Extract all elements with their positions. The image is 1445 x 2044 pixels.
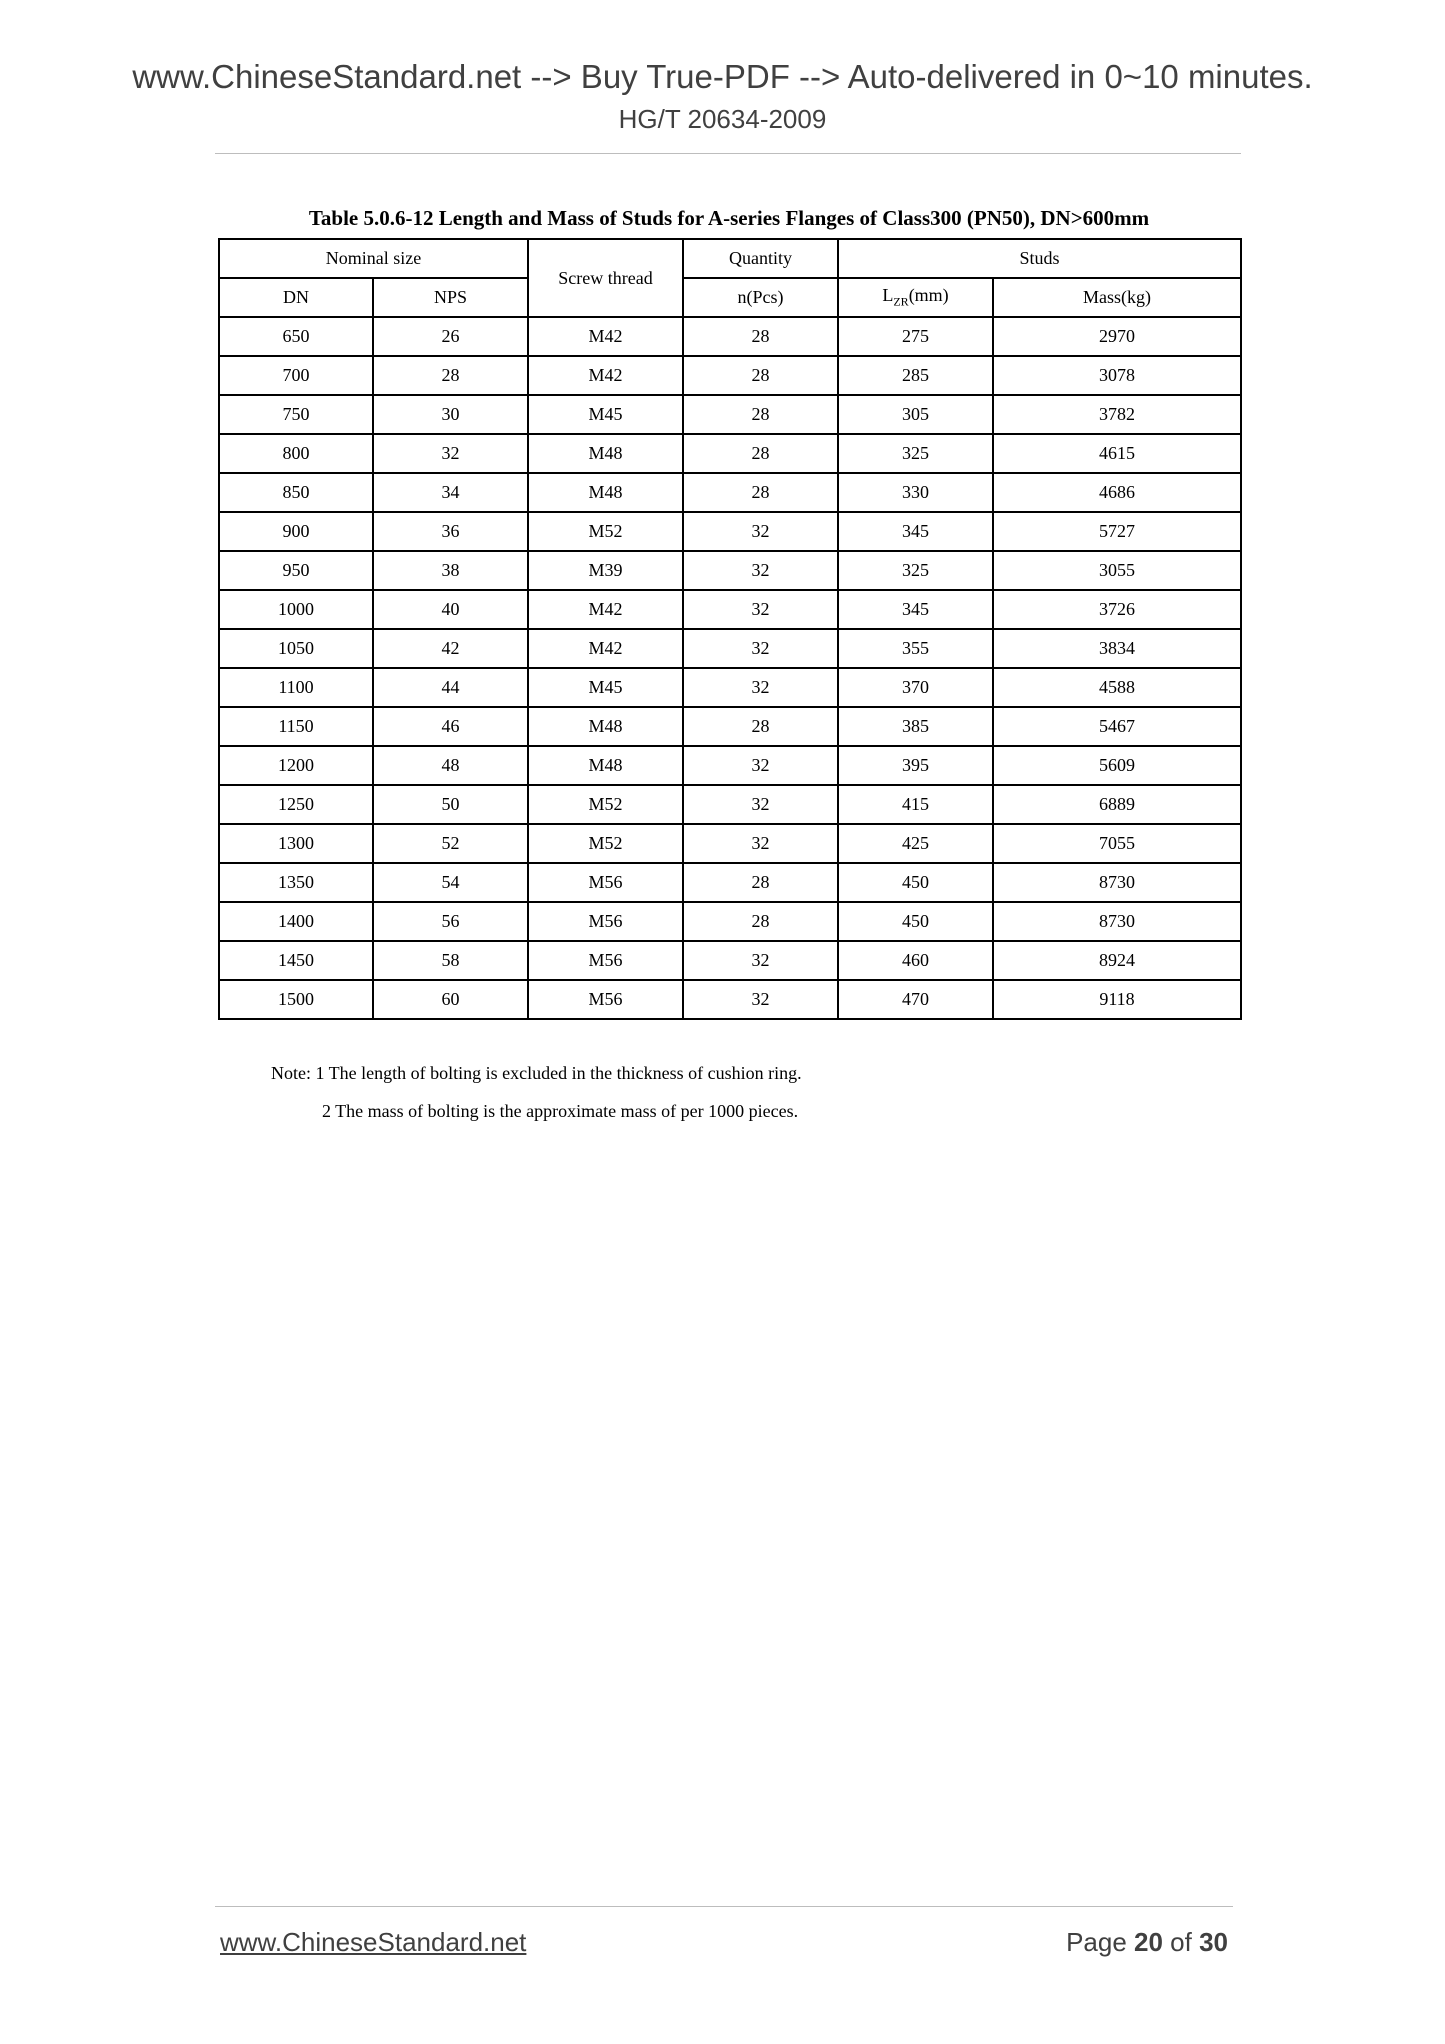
cell-lzr: 385 [838,707,993,746]
cell-nps: 46 [373,707,528,746]
header-quantity: Quantity [683,239,838,278]
cell-qty: 32 [683,551,838,590]
table-row [219,902,1241,941]
cell-qty: 28 [683,707,838,746]
cell-mass: 5727 [993,512,1241,551]
cell-dn: 1350 [219,863,373,902]
page-prefix: Page [1066,1927,1135,1957]
cell-nps: 34 [373,473,528,512]
table-row [219,317,1241,356]
cell-nps: 32 [373,434,528,473]
cell-qty: 28 [683,317,838,356]
cell-lzr: 370 [838,668,993,707]
cell-nps: 56 [373,902,528,941]
cell-thread: M45 [528,668,683,707]
cell-lzr: 450 [838,902,993,941]
page-current: 20 [1134,1927,1163,1957]
cell-mass: 3782 [993,395,1241,434]
cell-thread: M42 [528,629,683,668]
cell-dn: 850 [219,473,373,512]
cell-thread: M52 [528,824,683,863]
cell-mass: 9118 [993,980,1241,1019]
cell-mass: 4588 [993,668,1241,707]
table-row [219,356,1241,395]
cell-thread: M48 [528,707,683,746]
cell-mass: 8730 [993,902,1241,941]
cell-lzr: 355 [838,629,993,668]
cell-lzr: 325 [838,434,993,473]
cell-thread: M39 [528,551,683,590]
cell-lzr: 395 [838,746,993,785]
cell-mass: 3078 [993,356,1241,395]
cell-dn: 750 [219,395,373,434]
cell-thread: M48 [528,434,683,473]
cell-thread: M56 [528,941,683,980]
cell-nps: 36 [373,512,528,551]
table-row [219,824,1241,863]
cell-qty: 32 [683,629,838,668]
cell-qty: 28 [683,434,838,473]
table-row [219,590,1241,629]
footer-divider [215,1906,1233,1907]
cell-thread: M52 [528,512,683,551]
cell-dn: 650 [219,317,373,356]
cell-dn: 1300 [219,824,373,863]
table-row [219,785,1241,824]
table-title: Table 5.0.6-12 Length and Mass of Studs for A-series Flanges of Class300 (PN50), DN>600mm [308,206,1150,230]
page-of: of [1162,1927,1200,1957]
cell-qty: 32 [683,512,838,551]
cell-dn: 950 [219,551,373,590]
header-banner: www.ChineseStandard.net --> Buy True-PDF --> Auto-delivered in 0~10 minutes. [132,58,1313,95]
page-indicator [1066,1927,1228,1958]
cell-lzr: 285 [838,356,993,395]
table-row [219,395,1241,434]
header-dn: DN [219,278,373,317]
cell-thread: M48 [528,473,683,512]
cell-thread: M42 [528,317,683,356]
cell-lzr: 305 [838,395,993,434]
cell-qty: 28 [683,395,838,434]
table-row [219,707,1241,746]
cell-lzr: 345 [838,590,993,629]
table-row [219,551,1241,590]
cell-thread: M56 [528,980,683,1019]
table-row [219,941,1241,980]
cell-nps: 50 [373,785,528,824]
header-lzr-main: L [882,285,894,306]
header-lzr-subscript: ZR [893,294,909,309]
cell-mass: 3834 [993,629,1241,668]
cell-lzr: 460 [838,941,993,980]
document-code: HG/T 20634-2009 [618,104,827,134]
cell-lzr: 450 [838,863,993,902]
header-nominal-size: Nominal size [219,239,528,278]
header-lzr-unit: (mm) [908,285,949,306]
cell-qty: 32 [683,590,838,629]
cell-dn: 1500 [219,980,373,1019]
cell-qty: 32 [683,824,838,863]
cell-qty: 28 [683,902,838,941]
cell-mass: 8924 [993,941,1241,980]
cell-mass: 5467 [993,707,1241,746]
cell-lzr: 330 [838,473,993,512]
cell-qty: 32 [683,980,838,1019]
cell-dn: 1100 [219,668,373,707]
cell-dn: 1050 [219,629,373,668]
cell-thread: M56 [528,863,683,902]
cell-dn: 900 [219,512,373,551]
cell-nps: 42 [373,629,528,668]
cell-mass: 4615 [993,434,1241,473]
table-row [219,746,1241,785]
cell-thread: M52 [528,785,683,824]
cell-nps: 38 [373,551,528,590]
cell-mass: 3055 [993,551,1241,590]
cell-qty: 32 [683,668,838,707]
cell-thread: M56 [528,902,683,941]
cell-lzr: 470 [838,980,993,1019]
cell-thread: M42 [528,356,683,395]
header-quantity-unit: n(Pcs) [683,278,838,317]
table-row [219,863,1241,902]
cell-lzr: 275 [838,317,993,356]
note-line-1: Note: 1 The length of bolting is excluded in the thickness of cushion ring. [271,1063,802,1083]
cell-mass: 2970 [993,317,1241,356]
cell-nps: 30 [373,395,528,434]
cell-nps: 48 [373,746,528,785]
header-nps: NPS [373,278,528,317]
cell-dn: 1150 [219,707,373,746]
cell-nps: 28 [373,356,528,395]
cell-qty: 32 [683,941,838,980]
cell-nps: 52 [373,824,528,863]
cell-lzr: 425 [838,824,993,863]
table-row [219,629,1241,668]
cell-dn: 800 [219,434,373,473]
table-row [219,512,1241,551]
cell-dn: 1400 [219,902,373,941]
table-subheader-row [219,278,1241,317]
cell-nps: 60 [373,980,528,1019]
cell-nps: 44 [373,668,528,707]
cell-qty: 28 [683,863,838,902]
header-mass: Mass(kg) [993,278,1241,317]
cell-dn: 1450 [219,941,373,980]
cell-mass: 6889 [993,785,1241,824]
cell-nps: 26 [373,317,528,356]
cell-nps: 58 [373,941,528,980]
cell-mass: 4686 [993,473,1241,512]
cell-qty: 32 [683,746,838,785]
cell-lzr: 415 [838,785,993,824]
table-row [219,980,1241,1019]
cell-thread: M42 [528,590,683,629]
cell-nps: 40 [373,590,528,629]
table-row [219,434,1241,473]
cell-qty: 32 [683,785,838,824]
cell-mass: 3726 [993,590,1241,629]
cell-thread: M45 [528,395,683,434]
cell-qty: 28 [683,473,838,512]
cell-mass: 8730 [993,863,1241,902]
header-studs: Studs [838,239,1241,278]
header-divider [215,153,1241,154]
cell-mass: 7055 [993,824,1241,863]
table-row [219,473,1241,512]
studs-table [218,238,1242,1020]
table-row [219,668,1241,707]
cell-dn: 1250 [219,785,373,824]
cell-nps: 54 [373,863,528,902]
note-line-2: 2 The mass of bolting is the approximate mass of per 1000 pieces. [322,1101,799,1121]
cell-thread: M48 [528,746,683,785]
cell-lzr: 325 [838,551,993,590]
cell-dn: 700 [219,356,373,395]
table-header-row [219,239,1241,278]
cell-qty: 28 [683,356,838,395]
footer-site-link[interactable]: www.ChineseStandard.net [220,1927,527,1957]
header-lzr [838,278,993,317]
cell-mass: 5609 [993,746,1241,785]
cell-dn: 1200 [219,746,373,785]
header-screw-thread: Screw thread [528,239,683,317]
page-total: 30 [1199,1927,1228,1957]
cell-dn: 1000 [219,590,373,629]
cell-lzr: 345 [838,512,993,551]
